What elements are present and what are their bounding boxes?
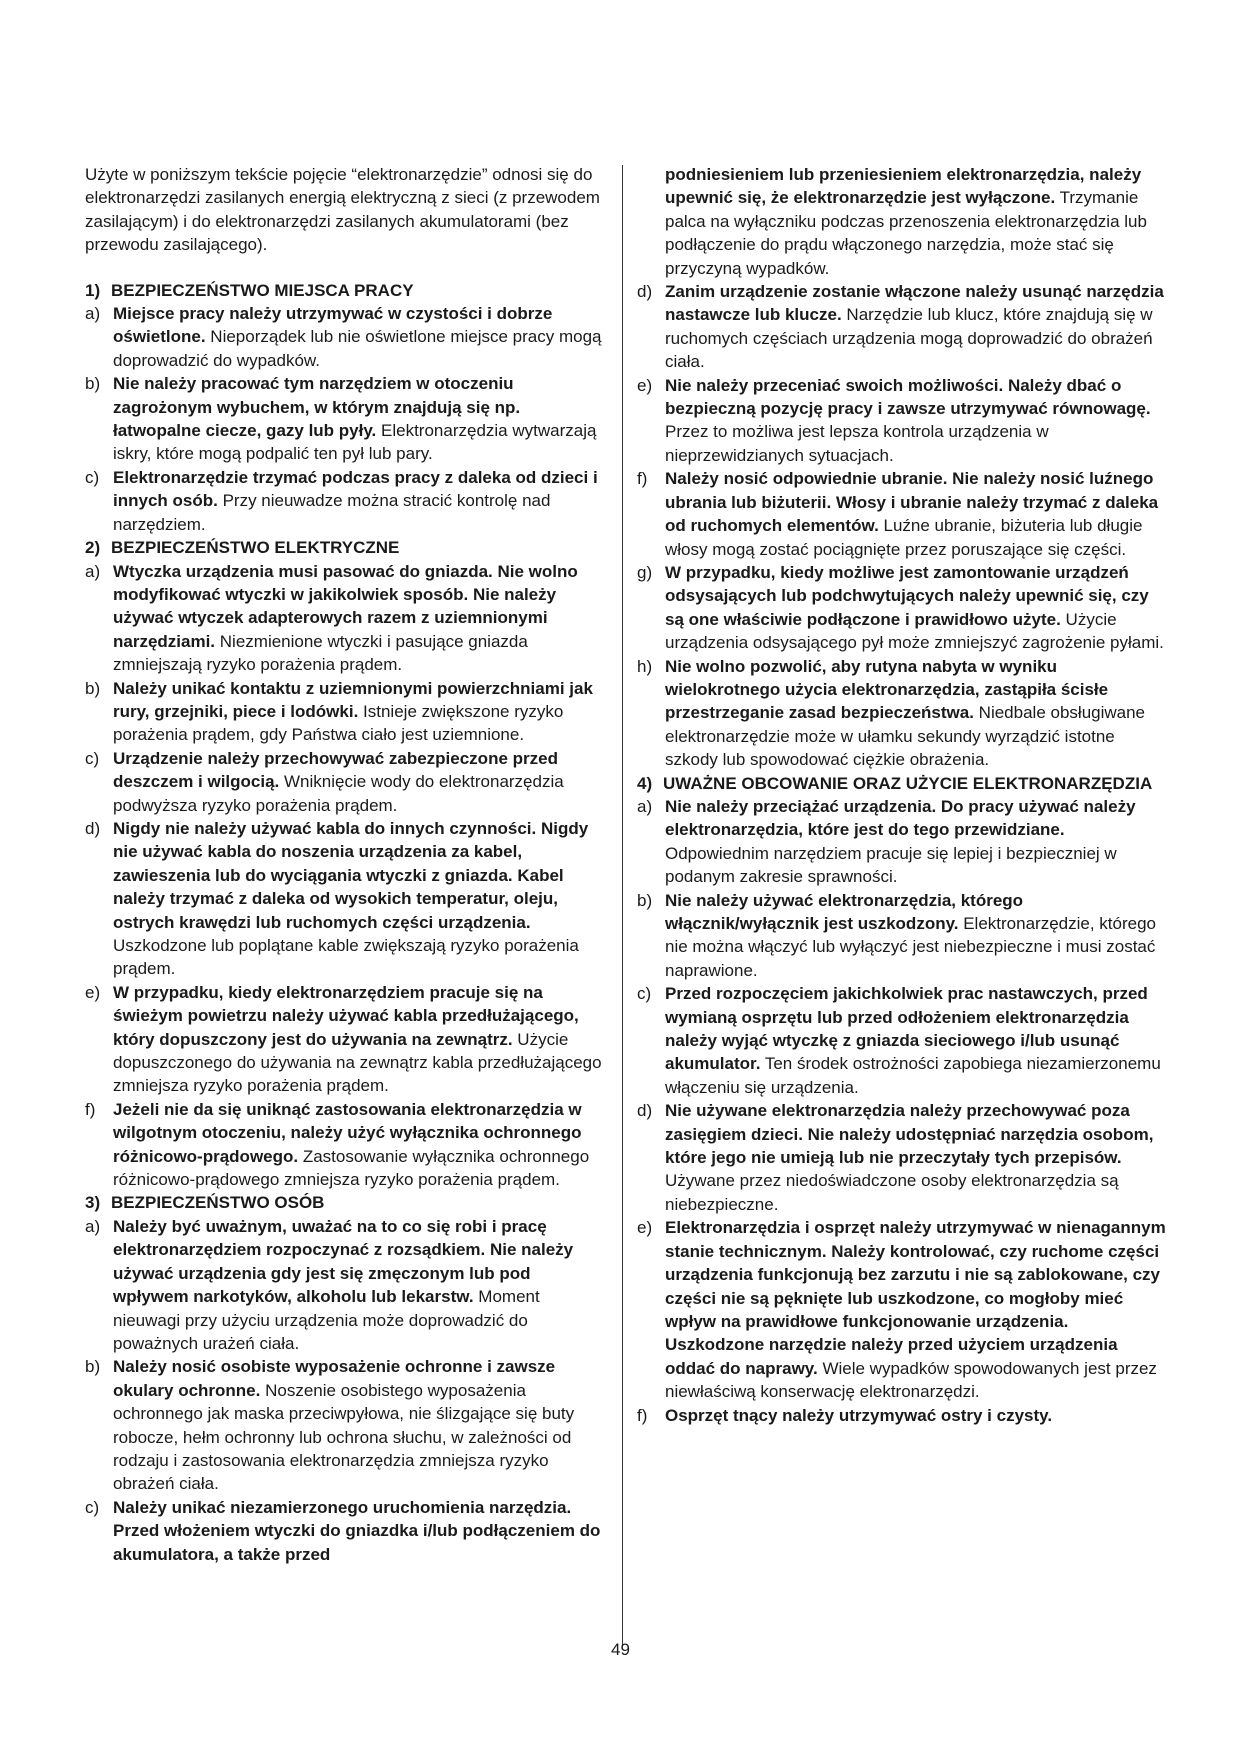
list-item	[637, 1216, 1167, 1403]
item-bold: Należy unikać niezamierzonego uruchomienia narzędzia. Przed włożeniem wtyczki do gniazdka i/lub podłączeniem do akumulatora, a także przed	[113, 1497, 601, 1564]
item-letter: f)	[637, 469, 648, 489]
item-bold: Należy być uważnym, uważać na to co się robi i pracę elektronarzędziem rozpoczynać z rozsądkiem. Nie należy używać urządzenia gdy jest się zmęczonym lub pod wpływem narkotyków, alkoholu lub lekarstw.	[113, 1216, 574, 1307]
item-bold: Nie należy pracować tym narzędziem w otoczeniu zagrożonym wybuchem, w którym znajdują się np. łatwopalne ciecze, gazy lub pyły.	[113, 374, 521, 441]
item-text	[113, 677, 610, 747]
item-bold: Należy nosić odpowiednie ubranie. Nie należy nosić luźnego ubrania lub biżuterii. Włosy i ubranie należy trzymać z daleka od ruchomych elementów.	[665, 469, 1159, 536]
item-text	[665, 1099, 1167, 1216]
item-letter: e)	[85, 982, 101, 1002]
item-letter: b)	[85, 678, 101, 698]
intro-paragraph: Użyte w poniższym tekście pojęcie “elektronarzędzie” odnosi się do elektronarzędzi zasilanych energią elektryczną z sieci (z przewodem zasilającym) i do elektronarzędzi zasilanych akumulatorami (bez przewodu zasilającego).	[85, 165, 600, 255]
item-bold: W przypadku, kiedy elektronarzędziem pracuje się na świeżym powietrzu należy używać kabla przedłużającego, który dopuszczony jest do używania na zewnątrz.	[113, 982, 579, 1049]
item-text	[665, 561, 1167, 655]
list-item	[637, 982, 1167, 1099]
item-bold: Urządzenie należy przechowywać zabezpieczone przed deszczem i wilgocią.	[113, 748, 558, 792]
item-letter: c)	[85, 748, 100, 768]
item-letter: c)	[85, 467, 100, 487]
list-item	[85, 817, 610, 981]
item-letter: b)	[637, 890, 653, 910]
item-text	[113, 817, 610, 981]
item-text	[665, 1216, 1167, 1403]
list-item	[85, 1215, 610, 1355]
item-bold: Elektronarzędzie trzymać podczas pracy z daleka od dzieci i innych osób.	[113, 467, 598, 511]
item-text	[665, 280, 1167, 374]
item-letter: g)	[637, 562, 653, 582]
item-bold: Jeżeli nie da się uniknąć zastosowania elektronarzędzia w wilgotnym otoczeniu, należy użyć wyłącznika ochronnego różnicowo-prądowego.	[113, 1099, 582, 1166]
list-item	[85, 1355, 610, 1495]
item-text	[665, 795, 1167, 889]
item-normal: Odpowiednim narzędziem pracuje się lepiej i bezpieczniej w podanym zakresie sprawności.	[665, 843, 1117, 887]
item-text	[113, 1098, 610, 1192]
item-letter: h)	[637, 656, 653, 676]
left-sections	[85, 279, 610, 1566]
section-number: 4)	[637, 773, 653, 793]
list-item	[85, 466, 610, 536]
section-title: UWAŻNE OBCOWANIE ORAZ UŻYCIE ELEKTRONARZĘDZIA	[663, 773, 1153, 793]
list-item	[85, 1098, 610, 1192]
list-item	[637, 1404, 1167, 1427]
section-title: BEZPIECZEŃSTWO OSÓB	[111, 1193, 325, 1213]
item-letter: c)	[637, 984, 652, 1004]
continuation-normal: Trzymanie palca na wyłączniku podczas przenoszenia elektronarzędzia lub podłączenie do prądu włączonego narzędzia, może stać się przyczyną wypadków.	[665, 188, 1147, 278]
item-letter: d)	[637, 1101, 653, 1121]
list-item	[85, 1496, 610, 1566]
item-normal: Uszkodzone lub poplątane kable zwiększają ryzyko porażenia prądem.	[113, 936, 579, 979]
section-heading	[85, 279, 610, 302]
list-item	[637, 655, 1167, 772]
item-normal: Ten środek ostrożności zapobiega niezamierzonemu włączeniu się urządzenia.	[665, 1054, 1161, 1097]
item-normal: Przez to możliwa jest lepsza kontrola urządzenia w nieprzewidzianych sytuacjach.	[665, 422, 1049, 465]
item-normal: Wiele wypadków spowodowanych jest przez niewłaściwą konserwację elektronarzędzi.	[665, 1358, 1157, 1402]
left-column	[85, 163, 610, 1566]
item-letter: a)	[637, 796, 653, 816]
right-column	[637, 163, 1167, 1427]
item-bold: Osprzęt tnący należy utrzymywać ostry i czysty.	[665, 1405, 1053, 1425]
item-normal: Istnieje zwiększone ryzyko porażenia prądem, gdy Państwa ciało jest uziemnione.	[113, 701, 564, 745]
item-normal: Niezmienione wtyczki i pasujące gniazda zmniejszają ryzyko porażenia prądem.	[113, 631, 528, 675]
item-normal: Nieporządek lub nie oświetlone miejsce pracy mogą doprowadzić do wypadków.	[113, 327, 602, 370]
section-number: 2)	[85, 538, 101, 558]
item-letter: a)	[85, 561, 101, 581]
list-item	[85, 560, 610, 677]
item-normal: Niedbale obsługiwane elektronarzędzie może w ułamku sekundy wyrządzić istotne szkody lub spowodować ciężkie obrażenia.	[665, 703, 1146, 770]
item-letter: e)	[637, 1218, 653, 1238]
item-text	[665, 467, 1167, 561]
list-item	[637, 467, 1167, 561]
item-bold: Wtyczka urządzenia musi pasować do gniazda. Nie wolno modyfikować wtyczki w jakikolwiek sposób. Nie należy używać wtyczek adapterowych razem z uziemnionymi narzędziami.	[113, 561, 578, 651]
item-normal: Używane przez niedoświadczone osoby elektronarzędzia są niebezpieczne.	[665, 1171, 1119, 1214]
item-normal: Moment nieuwagi przy użyciu urządzenia może doprowadzić do poważnych urażeń ciała.	[113, 1287, 540, 1353]
section-4	[637, 772, 1167, 1427]
item-letter: a)	[85, 304, 101, 324]
item-bold: Nie należy używać elektronarzędzia, którego włącznik/wyłącznik jest uszkodzony.	[665, 890, 1024, 933]
item-bold: Nie należy przeciążać urządzenia. Do pracy używać należy elektronarzędzia, które jest do tego przewidziane.	[665, 796, 1136, 840]
page-number: 49	[611, 1640, 630, 1659]
item-normal: Elektronarzędzie, którego nie można włączyć lub wyłączyć jest niebezpieczne i musi zostać naprawione.	[665, 914, 1156, 980]
column-divider	[622, 165, 623, 1645]
item-text	[113, 1496, 610, 1566]
right-items	[637, 280, 1167, 772]
continuation-paragraph	[665, 163, 1167, 280]
section-number: 1)	[85, 280, 101, 300]
item-normal: Zastosowanie wyłącznika ochronnego różnicowo-prądowego zmniejsza ryzyko porażenia prądem.	[113, 1146, 590, 1190]
continuation-bold: podniesieniem lub przeniesieniem elektronarzędzia, należy upewnić się, że elektronarzędzie jest wyłączone.	[665, 165, 1142, 208]
item-normal: Użycie urządzenia odsysającego pył może zmniejszyć zagrożenie pyłami.	[665, 609, 1164, 653]
item-bold: Nigdy nie należy używać kabla do innych czynności. Nigdy nie używać kabla do noszenia urządzenia za kabel, zawieszenia lub do wyciągania wtyczki z gniazda. Kabel należy trzymać z daleka od wysokich temperatur, oleju, ostrych krawędzi lub ruchomych części urządzenia.	[113, 818, 589, 932]
item-letter: d)	[85, 818, 101, 838]
item-bold: Nie wolno pozwolić, aby rutyna nabyta w wyniku wielokrotnego użycia elektronarzędzia, zastąpiła ścisłe przestrzeganie zasad bezpieczeństwa.	[665, 656, 1109, 723]
list-item	[637, 280, 1167, 374]
item-text	[113, 372, 610, 466]
item-bold: Przed rozpoczęciem jakichkolwiek prac nastawczych, przed wymianą osprzętu lub przed odłożeniem elektronarzędzia należy wyjąć wtyczkę z gniazda sieciowego i/lub usunąć akumulator.	[665, 984, 1148, 1074]
item-letter: c)	[85, 1497, 100, 1517]
section-heading	[637, 772, 1167, 795]
section-heading	[85, 1191, 610, 1214]
item-letter: d)	[637, 282, 653, 302]
item-letter: b)	[85, 1357, 101, 1377]
list-item	[85, 372, 610, 466]
item-normal: Narzędzie lub klucz, które znajdują się w ruchomych częściach urządzenia mogą doprowadzić do obrażeń ciała.	[665, 305, 1153, 372]
list-item	[637, 1099, 1167, 1216]
section-title: BEZPIECZEŃSTWO ELEKTRYCZNE	[111, 538, 400, 558]
list-item	[85, 677, 610, 747]
list-item	[637, 795, 1167, 889]
section-number: 3)	[85, 1193, 101, 1213]
item-text	[665, 982, 1167, 1099]
item-letter: a)	[85, 1216, 101, 1236]
list-item	[85, 981, 610, 1098]
item-bold: W przypadku, kiedy możliwe jest zamontowanie urządzeń odsysających lub podchwytujących należy upewnić się, czy są one właściwie podłączone i prawidłowo użyte.	[665, 562, 1149, 629]
item-normal: Użycie dopuszczonego do używania na zewnątrz kabla przedłużającego zmniejsza ryzyko porażenia prądem.	[113, 1029, 602, 1096]
list-item	[637, 561, 1167, 655]
item-normal: Noszenie osobistego wyposażenia ochronnego jak maska przeciwpyłowa, nie ślizgające się buty robocze, hełm ochronny lub ochrona słuchu, w zależności od rodzaju i zastosowania elektronarzędzia zmniejsza ryzyko obrażeń ciała.	[113, 1380, 575, 1494]
item-text	[113, 1215, 610, 1355]
item-normal: Przy nieuwadze można stracić kontrolę nad narzędziem.	[113, 491, 551, 534]
item-bold: Miejsce pracy należy utrzymywać w czystości i dobrze oświetlone.	[113, 304, 553, 347]
item-text	[665, 1404, 1167, 1427]
item-letter: f)	[637, 1405, 648, 1425]
item-bold: Należy nosić osobiste wyposażenie ochronne i zawsze okulary ochronne.	[113, 1357, 556, 1400]
item-letter: e)	[637, 375, 653, 395]
item-text	[665, 374, 1167, 468]
item-text	[113, 981, 610, 1098]
item-text	[113, 302, 610, 372]
item-text	[113, 466, 610, 536]
section-heading	[85, 536, 610, 559]
item-text	[113, 560, 610, 677]
item-normal: Wniknięcie wody do elektronarzędzia podwyższa ryzyko porażenia prądem.	[113, 772, 564, 815]
list-item	[85, 302, 610, 372]
item-bold: Elektronarzędzia i osprzęt należy utrzymywać w nienagannym stanie technicznym. Należy kontrolować, czy ruchome części urządzenia funkcjonują bez zarzutu i nie są zablokowane, czy części nie są pęknięte lub uszkodzone, co mogłoby mieć wpływ na prawidłowe funkcjonowanie urządzenia. Uszkodzone narzędzie należy przed użyciem urządzenia oddać do naprawy.	[665, 1218, 1166, 1378]
item-letter: f)	[85, 1099, 96, 1119]
item-normal: Elektronarzędzia wytwarzają iskry, które mogą podpalić ten pył lub pary.	[113, 421, 597, 464]
item-text	[665, 889, 1167, 983]
item-text	[113, 1355, 610, 1495]
list-item	[637, 889, 1167, 983]
item-letter: b)	[85, 374, 101, 394]
item-bold: Nie należy przeceniać swoich możliwości. Należy dbać o bezpieczną pozycję pracy i zawsze utrzymywać równowagę.	[665, 375, 1151, 419]
item-normal: Luźne ubranie, biżuteria lub długie włosy mogą zostać pociągnięte przez poruszające się części.	[665, 516, 1143, 559]
item-text	[113, 747, 610, 817]
item-bold: Należy unikać kontaktu z uziemnionymi powierzchniami jak rury, grzejniki, piece i lodówki.	[113, 678, 593, 721]
item-text	[665, 655, 1167, 772]
list-item	[85, 747, 610, 817]
item-bold: Nie używane elektronarzędzia należy przechowywać poza zasięgiem dzieci. Nie należy udostępniać narzędzia osobom, które jego nie umieją lub nie przeczytały tych przepisów.	[665, 1101, 1154, 1168]
section-title: BEZPIECZEŃSTWO MIEJSCA PRACY	[111, 280, 414, 300]
item-bold: Zanim urządzenie zostanie włączone należy usunąć narzędzia nastawcze lub klucze.	[665, 282, 1164, 325]
list-item	[637, 374, 1167, 468]
